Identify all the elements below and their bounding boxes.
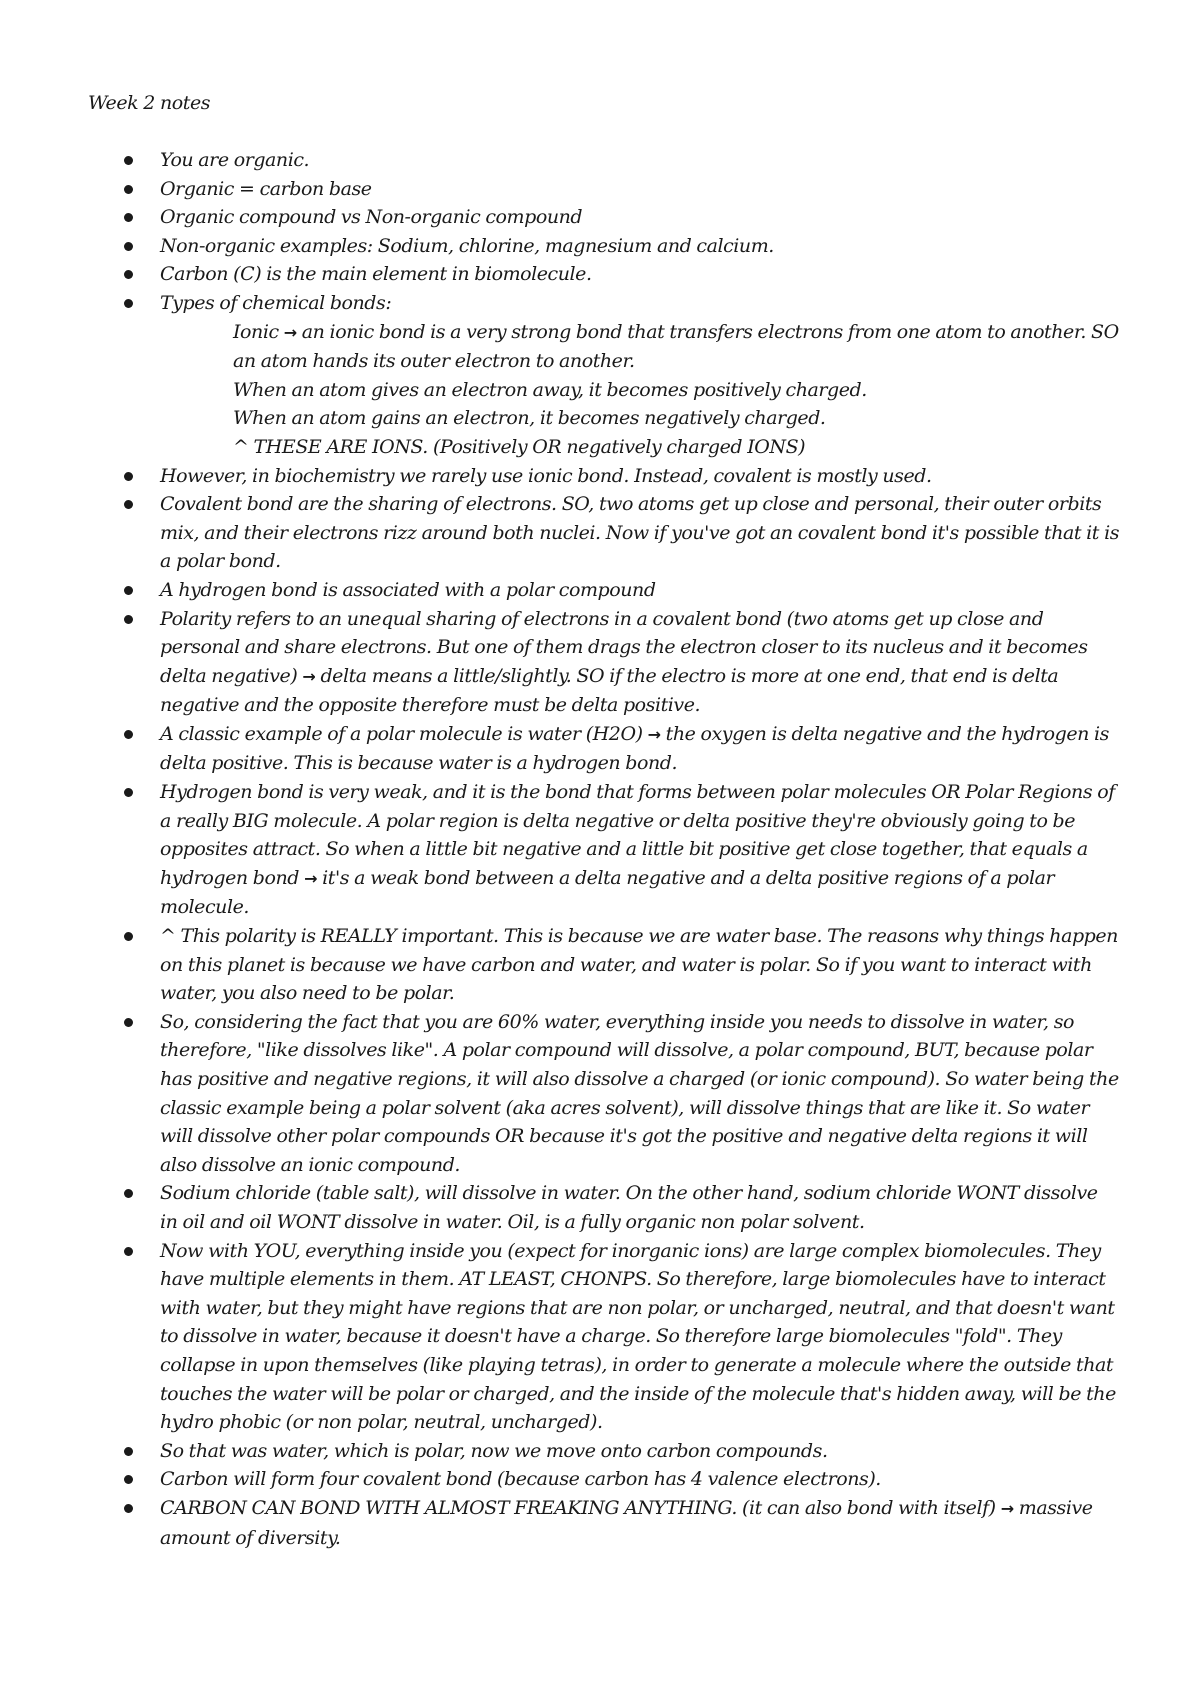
sub-note: When an atom gains an electron, it becomes negatively charged. bbox=[233, 407, 826, 430]
sub-note: Ionic → an ionic bond is a very strong bond that transfers electrons from one atom to another. SO an atom hands its outer electron to another. bbox=[233, 320, 1119, 373]
note-text: Hydrogen bond is very weak, and it is the bond that forms between polar molecules OR Polar Regions of a really BIG molecule. A polar region is delta negative or delta positive they're obviously going to be opposites attract. So when a little bit negative and a little bit positive get close together, that equals a hydrogen bond → it's a weak bond between a delta negative and a delta positive regions of a polar molecule. bbox=[160, 781, 1115, 919]
note-text: Polarity refers to an unequal sharing of electrons in a covalent bond (two atoms get up close and personal and share electrons. But one of them drags the electron closer to its nucleus and it becomes delta negative) → delta means a little/slightly. SO if the electro is more at one end, that end is delta negative and the opposite therefore must be delta positive. bbox=[160, 607, 1088, 717]
list-item bbox=[0, 1465, 1200, 1494]
bullet-icon bbox=[124, 472, 133, 481]
bullet-icon bbox=[124, 242, 133, 251]
arrow-right-icon: → bbox=[1000, 1498, 1014, 1518]
list-item bbox=[0, 1008, 1200, 1180]
note-text: So, considering the fact that you are 60% water, everything inside you needs to dissolve in water, so therefore, "like dissolves like". A polar compound will dissolve, a polar compound, BUT, because polar has positive and negative regions, it will also dissolve a charged (or ionic compound). So water being the classic example being a polar solvent (aka acres solvent), will dissolve things that are like it. So water will dissolve other polar compounds OR because it's got the positive and negative delta regions it will also dissolve an ionic compound. bbox=[160, 1010, 1119, 1176]
note-text: Non-organic examples: Sodium, chlorine, magnesium and calcium. bbox=[160, 234, 774, 257]
arrow-right-icon: → bbox=[304, 868, 318, 888]
list-item bbox=[0, 289, 1200, 462]
note-text: Carbon (C) is the main element in biomolecule. bbox=[160, 263, 592, 286]
bullet-icon bbox=[124, 1504, 133, 1513]
note-text: However, in biochemistry we rarely use ionic bond. Instead, covalent is mostly used. bbox=[160, 464, 932, 487]
note-text: You are organic. bbox=[160, 149, 310, 171]
bullet-icon bbox=[124, 1018, 133, 1027]
bullet-icon bbox=[124, 185, 133, 194]
note-text: ^ This polarity is REALLY important. This is because we are water base. The reasons why things happen on this planet is because we have carbon and water, and water is polar. So if you want to interact with water, you also need to be polar. bbox=[160, 925, 1118, 1005]
note-text: Carbon will form four covalent bond (because carbon has 4 valence electrons). bbox=[160, 1468, 881, 1491]
list-item bbox=[0, 1237, 1200, 1437]
note-text: Organic = carbon base bbox=[160, 177, 372, 200]
list-item bbox=[0, 922, 1200, 1008]
bullet-icon bbox=[124, 1447, 133, 1456]
list-item bbox=[0, 232, 1200, 261]
note-text: A classic example of a polar molecule is water (H2O) → the oxygen is delta negative and the hydrogen is delta positive. This is because water is a hydrogen bond. bbox=[160, 722, 1109, 775]
bullet-icon bbox=[124, 615, 133, 624]
list-item bbox=[0, 1437, 1200, 1466]
list-item bbox=[0, 778, 1200, 922]
list-item bbox=[0, 462, 1200, 491]
note-text: A hydrogen bond is associated with a polar compound bbox=[160, 578, 656, 601]
list-item bbox=[0, 605, 1200, 720]
list-item bbox=[0, 576, 1200, 605]
notes-list bbox=[0, 146, 1200, 1552]
bullet-icon bbox=[124, 299, 133, 308]
bullet-icon bbox=[124, 932, 133, 941]
arrow-right-icon: → bbox=[283, 322, 297, 342]
page-title: Week 2 notes bbox=[88, 92, 211, 114]
bullet-icon bbox=[124, 730, 133, 739]
note-text: Organic compound vs Non-organic compound bbox=[160, 206, 583, 229]
bullet-icon bbox=[124, 1247, 133, 1256]
sub-note: ^ THESE ARE IONS. (Positively OR negatively charged IONS) bbox=[233, 435, 806, 458]
bullet-icon bbox=[124, 1189, 133, 1198]
arrow-right-icon: → bbox=[647, 724, 661, 744]
bullet-icon bbox=[124, 788, 133, 797]
bullet-icon bbox=[124, 1475, 133, 1484]
list-item bbox=[0, 490, 1200, 576]
list-item bbox=[0, 203, 1200, 232]
bullet-icon bbox=[124, 270, 133, 279]
note-text: Sodium chloride (table salt), will dissolve in water. On the other hand, sodium chloride WONT dissolve in oil and oil WONT dissolve in water. Oil, is a fully organic non polar solvent. bbox=[160, 1182, 1098, 1233]
list-item bbox=[0, 1179, 1200, 1236]
sub-note: When an atom gives an electron away, it becomes positively charged. bbox=[233, 378, 867, 401]
note-text: Types of chemical bonds: bbox=[160, 291, 392, 314]
bullet-icon bbox=[124, 500, 133, 509]
list-item bbox=[0, 175, 1200, 204]
list-item bbox=[0, 720, 1200, 778]
ionic-bond-details bbox=[233, 318, 1120, 462]
bullet-icon bbox=[124, 586, 133, 595]
list-item bbox=[0, 1494, 1200, 1552]
note-text: Now with YOU, everything inside you (expect for inorganic ions) are large complex biomolecules. They have multiple elements in them. AT LEAST, CHONPS. So therefore, large biomolecules have to interact with water, but they might have regions that are non polar, or uncharged, neutral, and that doesn't want to dissolve in water, because it doesn't have a charge. So therefore large biomolecules "fold". They collapse in upon themselves (like playing tetras), in order to generate a molecule where the outside that touches the water will be polar or charged, and the inside of the molecule that's hidden away, will be the hydro phobic (or non polar, neutral, uncharged). bbox=[160, 1239, 1116, 1434]
note-text: So that was water, which is polar, now we move onto carbon compounds. bbox=[160, 1439, 828, 1462]
note-text: CARBON CAN BOND WITH ALMOST FREAKING ANYTHING. (it can also bond with itself) → massive amount of diversity. bbox=[160, 1496, 1093, 1549]
note-text: Covalent bond are the sharing of electrons. SO, two atoms get up close and personal, their outer orbits mix, and their electrons rizz around both nuclei. Now if you've got an covalent bond it's possible that it is a polar bond. bbox=[160, 493, 1119, 573]
list-item bbox=[0, 260, 1200, 289]
bullet-icon bbox=[124, 213, 133, 222]
list-item bbox=[0, 146, 1200, 175]
arrow-right-icon: → bbox=[302, 666, 316, 686]
bullet-icon bbox=[124, 156, 133, 165]
